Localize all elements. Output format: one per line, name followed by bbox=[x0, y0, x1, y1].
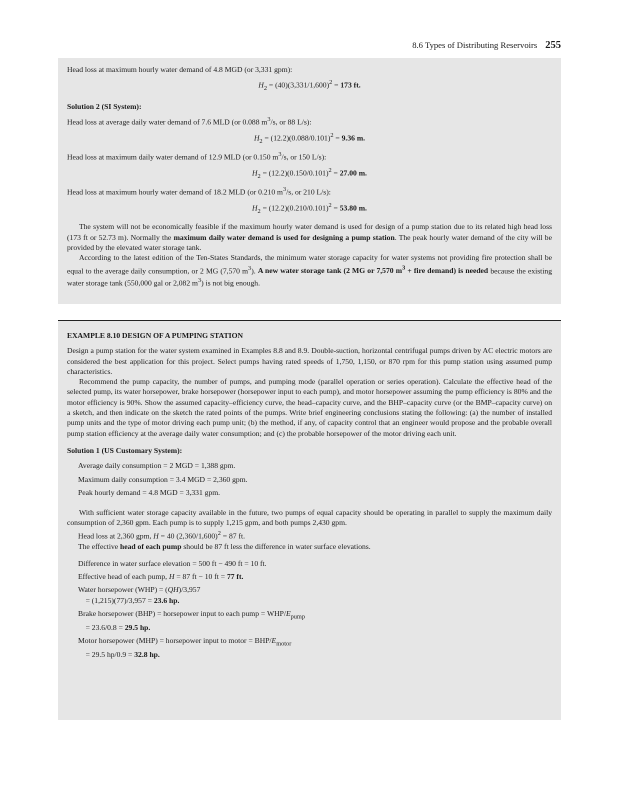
solution-1-heading: Solution 1 (US Customary System): bbox=[67, 445, 183, 455]
max-daily-consumption: Maximum daily consumption = 3.4 MGD = 2,360 gpm. bbox=[78, 474, 248, 484]
brake-horsepower-result: = 23.6/0.8 = 29.5 hp. bbox=[78, 622, 151, 632]
example-title: EXAMPLE 8.10 DESIGN OF A PUMPING STATION bbox=[67, 331, 244, 340]
motor-horsepower-formula: Motor horsepower (MHP) = horsepower input to motor = BHP/$E_{motor}$ bbox=[78, 636, 292, 648]
solution-continuation-box bbox=[58, 58, 561, 304]
effective-head-each-pump: Effective head of each pump, H = 87 ft − 10 ft = 77 ft. bbox=[78, 572, 244, 582]
si-max-hourly-text: Head loss at maximum hourly water demand of 18.2 MLD (or 0.210 $m^3/s$, or 210 L/s): bbox=[67, 186, 331, 197]
feasibility-paragraph: The system will not be economically feasible if the maximum hourly water demand is used for design of a pump station due to its related high head loss (173 ft or 52.73 m). Normally the maximum daily water demand is used for designing a pump station. The peak hourly water demand of the city will be provided by the elevated water storage tank. bbox=[67, 222, 552, 253]
equation-si-average: $H_2 = (12.2)(0.088/0.101)^2 = 9.36$ m. bbox=[253, 131, 366, 145]
problem-paragraph-1: Design a pump station for the water system examined in Examples 8.8 and 8.9. Double-suction, horizontal centrifugal pumps driven by AC electric motors are considered the best application for this project. Select pumps having rated speeds of 1,750, 1,150, or 870 rpm for this pump station using assumed pump characteristics. bbox=[67, 346, 552, 376]
head-loss-2360: Head loss at 2,360 gpm, H = 40 $(2,360/1,600)^2 = 87$ ft. bbox=[78, 529, 245, 541]
equation-h2-hourly: $H_2 = (40)(3,331/1,600)^2 = 173$ ft. bbox=[258, 79, 361, 93]
equation-si-max-hourly: $H_2 = (12.2)(0.210/0.101)^2 = 53.80$ m. bbox=[252, 202, 367, 216]
equation-si-max-daily: $H_2 = (12.2)(0.150/0.101)^2 = 27.00$ m. bbox=[252, 166, 367, 180]
water-horsepower-result: = (1,215)(77)/3,957 = 23.6 hp. bbox=[78, 595, 180, 605]
head-loss-hourly-text: Head loss at maximum hourly water demand of 4.8 MGD (or 3,331 gpm): bbox=[67, 65, 293, 74]
si-max-daily-text: Head loss at maximum daily water demand of 12.9 MLD (or 0.150 $m^3/s$, or 150 L/s): bbox=[67, 151, 327, 162]
section-title: 8.6 Types of Distributing Reservoirs bbox=[412, 40, 538, 50]
average-consumption: Average daily consumption = 2 MGD = 1,388 gpm. bbox=[78, 461, 236, 471]
peak-hourly-demand: Peak hourly demand = 4.8 MGD = 3,331 gpm. bbox=[78, 487, 221, 497]
running-header bbox=[412, 40, 561, 51]
water-horsepower-formula: Water horsepower (WHP) = (QH)/3,957 bbox=[78, 585, 201, 595]
storage-paragraph: According to the latest edition of the Ten-States Standards, the minimum water storage capacity for water systems not providing fire protection shall be equal to the average daily consumption, or 2 MG (7,570 $m^3$). A new water storage tank (2 MG or 7,570 $m^3$ + fire demand) is needed because the existing water storage tank (550,000 gal or 2,082 $m^3$) is not big enough. bbox=[67, 253, 552, 288]
si-average-text: Head loss at average daily water demand of 7.6 MLD (or 0.088 $m^3/s$, or 88 L/s): bbox=[67, 115, 312, 127]
motor-horsepower-result: = 29.5 hp/0.9 = 32.8 hp. bbox=[78, 649, 160, 659]
elevation-difference: Difference in water surface elevation = 500 ft − 490 ft = 10 ft. bbox=[78, 558, 267, 568]
brake-horsepower-formula: Brake horsepower (BHP) = horsepower input to each pump = WHP/$E_{pump}$ bbox=[78, 609, 305, 621]
parallel-pumps-paragraph: With sufficient water storage capacity available in the future, two pumps of equal capacity should be operating in parallel to supply the maximum daily consumption of 2,360 gpm. Each pump is to supply 1,215 gpm, and both pumps 2,430 gpm. bbox=[67, 508, 552, 528]
example-8-10-box bbox=[58, 320, 561, 720]
solution-2-heading: Solution 2 (SI System): bbox=[67, 101, 142, 111]
effective-head-note: The effective head of each pump should be 87 ft less the difference in water surface elevations. bbox=[78, 541, 371, 551]
page-number: 255 bbox=[545, 40, 561, 51]
problem-paragraph-2: Recommend the pump capacity, the number of pumps, and pumping mode (parallel operation or series operation). Calculate the effective head of the selected pump, its water horsepower, brake horsepower (horsepower input to each pump), and motor horsepower assuming the pump efficiency is 80% and the motor efficiency is 90%. Show the assumed capacity–efficiency curve, the head–capacity curve, and the BHP–capacity curve (or the BMP–capacity curve) on a sketch, and then indicate on the sketch the rated points of the pumps. Write brief engineering conclusions stating the following: (a) the number of installed pump units and the type of motor driving each pump unit; (b) the method, if any, of capacity control that an engineer would propose and the probable overall pump station efficiency at the average daily water consumption; and (c) the probable horsepower of the motor driving each unit. bbox=[67, 377, 552, 438]
